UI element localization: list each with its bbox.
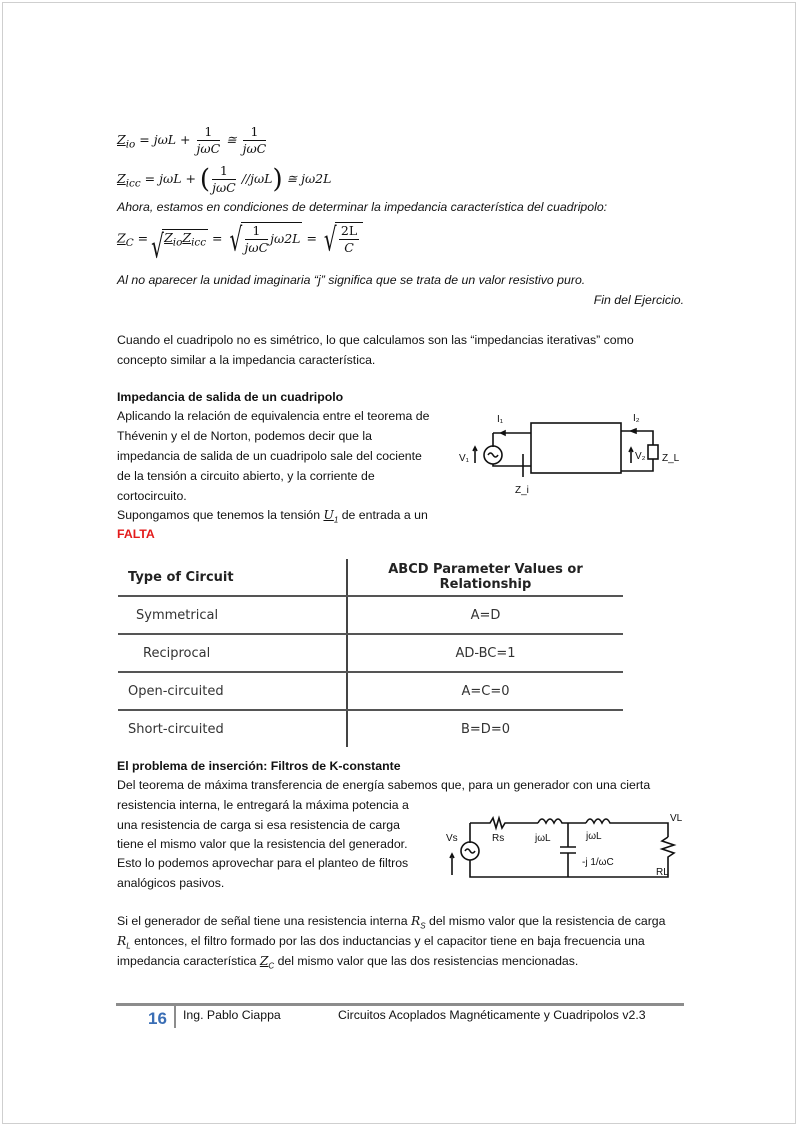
fin-ejercicio: Fin del Ejercicio. [593,293,684,307]
text-part: entonces, el filtro formado por las dos inductancias y el capacitor tiene en baja frecuencia una [130,934,645,948]
table-cell: Reciprocal [118,634,347,672]
fraction [197,124,221,157]
paragraph-cuando-1: Cuando el cuadripolo no es simétrico, lo que calculamos son las “impedancias iterativas” como [117,333,634,347]
eq-part: //jωL [237,171,273,186]
text-part: Supongamos que tenemos la tensión [117,508,324,522]
eq-symbol: Z [117,171,126,186]
label-zi: Z_i [515,485,529,496]
eq-part: = [212,230,227,246]
table-cell: A=D [347,596,623,634]
text-part: Si el generador de señal tiene una resistencia interna [117,914,411,928]
resistor-rl-icon [662,837,674,865]
table-cell: Open-circuited [118,672,347,710]
var-sub: C [268,961,275,971]
eq-sub: C [125,237,134,249]
column-header: Type of Circuit [118,559,347,596]
eq-sub: icc [191,236,207,249]
sqrt [335,222,363,256]
paren-open: ( [199,164,211,195]
i1-arrow [501,431,505,435]
salida-line: impedancia de salida de un cuadripolo sale del cociente [117,449,422,463]
insercion-line: una resistencia de carga si esa resistencia de carga [117,818,400,832]
var-sub: S [420,921,426,931]
eq-symbol: Z [182,230,192,246]
fraction [245,223,269,256]
equation-zc [117,222,363,256]
equation-zio [117,124,268,157]
heading-impedancia-salida: Impedancia de salida de un cuadripolo [117,390,344,404]
table-row [118,634,623,672]
salida-line: Thévenin y el de Norton, podemos decir que la [117,429,372,443]
falta-label: FALTA [117,527,155,541]
var-zc: Z [259,954,269,968]
var-rl: R [117,934,127,948]
fraction [339,223,359,256]
footer-separator [174,1006,176,1028]
label-jwl2: jωL [586,831,602,842]
eq-part: = jωL + [144,171,200,186]
paragraph-cuando-2: concepto similar a la impedancia característica. [117,353,376,367]
eq-part: jω2L [270,231,301,246]
insercion-line: Del teorema de máxima transferencia de energía sabemos que, para un generador con una cierta [117,778,651,792]
insercion-line: resistencia interna, le entregará la máxima potencia a [117,798,409,812]
page-number: 16 [148,1009,167,1028]
k-constant-filter-diagram [440,805,690,890]
salida-line: de la tensión a circuito abierto, y la corriente de [117,469,375,483]
text-part: de entrada a un [338,508,428,522]
eq-approx: ≅ jω2L [286,171,332,186]
label-rs: Rs [492,833,505,844]
resistor-rs-icon [470,818,538,828]
var-u1: U [323,508,334,522]
denominator: jωC [212,180,236,195]
eq-part: = jωL + [139,132,195,147]
label-vs: Vs [446,833,458,844]
label-capacitor: -j 1/ωC [582,857,614,868]
label-vl: VL [670,813,683,824]
label-jwl1: jωL [535,833,551,844]
numerator: √ 1 [245,223,269,240]
sine-icon [488,453,498,457]
fraction [212,163,236,196]
salida-line: Aplicando la relación de equivalencia entre el teorema de [117,409,430,423]
footer-divider [116,1003,684,1006]
table-cell: Short-circuited [118,710,347,747]
insercion-line: analógicos pasivos. [117,876,225,890]
equation-zicc [117,163,331,196]
footer-author: Ing. Pablo Ciappa [183,1008,281,1022]
eq-symbol: Z [164,230,173,246]
eq-sub: io [125,138,136,151]
wire [470,860,668,877]
fraction [243,124,267,157]
output-impedance-diagram [445,405,695,505]
eq-sub: io [172,236,183,249]
paragraph-ahora: Ahora, estamos en condiciones de determinar la impedancia característica del cuadripolo: [117,200,608,214]
denominator: C [344,240,354,255]
table-cell: AD-BC=1 [347,634,623,672]
load-icon [648,445,658,459]
var-rs: R [410,914,421,928]
wire [621,431,653,445]
supongamos-line [117,505,428,530]
eq-part: = [306,230,321,246]
text-part: del mismo valor que la resistencia de carga [425,914,666,928]
label-v2: V₂ [635,451,646,462]
sine-icon [465,849,475,853]
two-port-box [531,423,621,473]
label-rl: RL [656,867,669,878]
i2-arrow [631,429,636,433]
insercion-line: Esto lo podemos aprovechar para el planteo de filtros [117,856,409,870]
var-sub: 1 [333,515,339,525]
eq-approx: ≅ [226,132,237,147]
paragraph-si-3 [117,951,578,976]
eq-symbol: Z [117,132,126,147]
footer-title: Circuitos Acoplados Magnéticamente y Cuadripolos v2.3 [338,1008,646,1022]
sqrt [241,222,303,256]
numerator: 1 [212,163,236,180]
paren-close: ) [272,164,283,195]
eq-part: = [137,230,153,246]
label-i1: I₁ [497,414,504,425]
table-header-row [118,559,623,596]
denominator: jωC [242,141,267,156]
table-cell: A=C=0 [347,672,623,710]
wire [493,464,531,466]
eq-sub: icc [125,177,141,190]
table-row [118,672,623,710]
numerator: 1 [243,124,267,141]
inductor-icon [538,819,586,823]
abcd-parameters-table [118,559,623,747]
column-header: ABCD Parameter Values or Relationship [347,559,623,596]
text-part: impedancia característica [117,954,260,968]
denominator: jωC [244,240,269,255]
salida-line: cortocircuito. [117,489,187,503]
paragraph-al-no: Al no aparecer la unidad imaginaria “j” significa que se trata de un valor resistivo puro. [117,273,586,287]
table-cell: Symmetrical [118,596,347,634]
denominator: jωC [196,141,221,156]
table-row [118,710,623,747]
text-part: del mismo valor que las dos resistencias mencionadas. [274,954,579,968]
numerator: 1 [197,124,221,141]
var-sub: L [126,941,131,951]
table-cell: B=D=0 [461,721,510,737]
sqrt [162,229,208,249]
label-v1: V₁ [459,453,470,464]
label-i2: I₂ [633,413,640,424]
numerator: √ 2L [340,223,358,238]
heading-insercion: El problema de inserción: Filtros de K-constante [117,759,401,773]
table-row [118,596,623,634]
eq-symbol: Z [117,230,126,246]
insercion-line: tiene el mismo valor que la resistencia del generador. [117,837,408,851]
capacitor-icon [560,823,576,877]
label-zl: Z_L [662,453,680,464]
